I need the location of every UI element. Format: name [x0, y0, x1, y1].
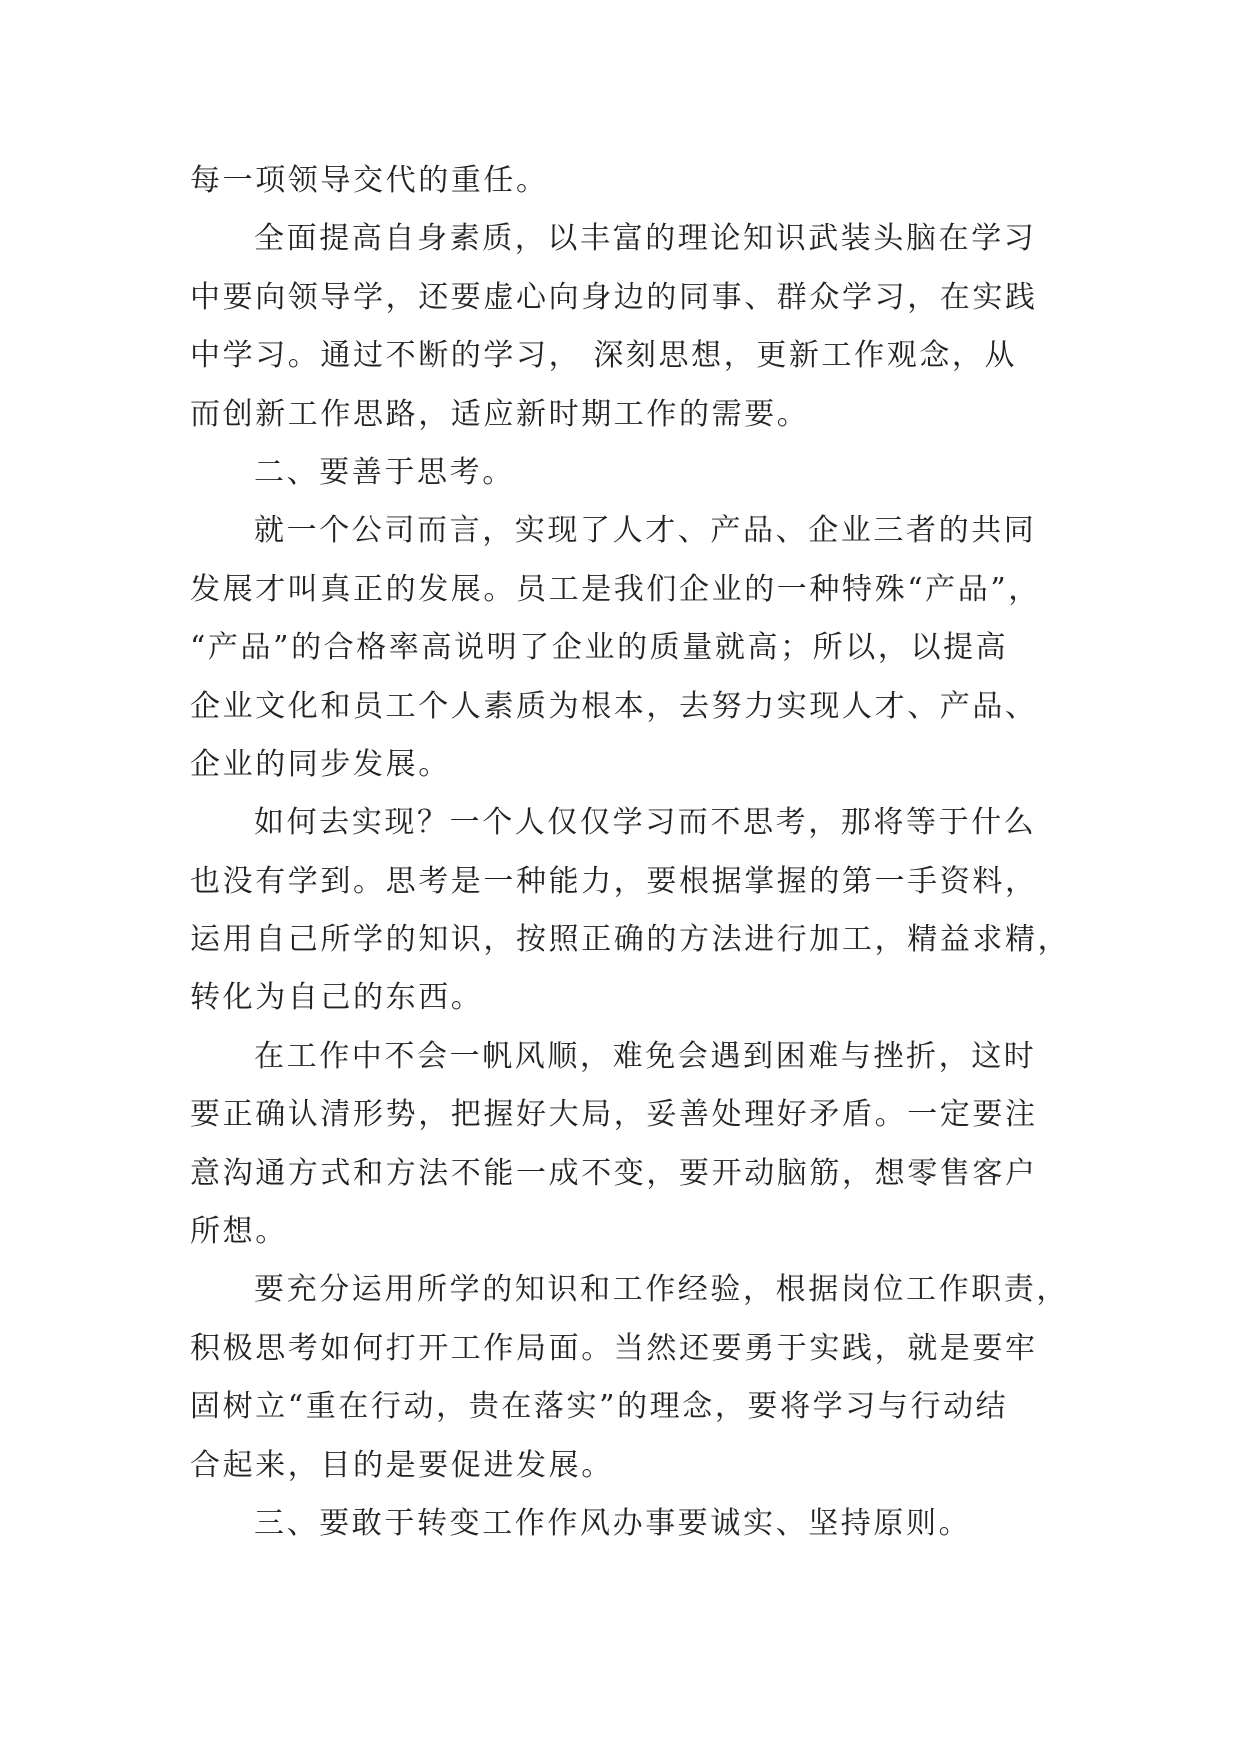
text-line: 运用自己所学的知识，按照正确的方法进行加工，精益求精，: [190, 922, 1071, 958]
text-line: 三、要敢于转变工作作风办事要诚实、坚持原则。: [254, 1505, 972, 1541]
text-line: 意沟通方式和方法不能一成不变，要开动脑筋，想零售客户: [190, 1155, 1038, 1191]
text-line: 中要向领导学，还要虚心向身边的同事、群众学习，在实践: [190, 279, 1038, 315]
text-line: 发展才叫真正的发展。员工是我们企业的一种特殊“产品”，: [190, 571, 1041, 607]
text-line: 而创新工作思路，适应新时期工作的需要。: [190, 396, 810, 432]
text-line: 固树立“重在行动，贵在落实”的理念，要将学习与行动结: [190, 1389, 1009, 1425]
text-line: 转化为自己的东西。: [190, 980, 484, 1016]
text-line: 就一个公司而言，实现了人才、产品、企业三者的共同: [254, 513, 1037, 549]
text-line: 积极思考如何打开工作局面。当然还要勇于实践，就是要牢: [190, 1330, 1038, 1366]
text-line: 要充分运用所学的知识和工作经验，根据岗位工作职责，: [254, 1272, 1069, 1308]
text-line: 中学习。通过不断的学习， 深刻思想，更新工作观念，从: [190, 338, 1018, 374]
text-line: 要正确认清形势，把握好大局，妥善处理好矛盾。一定要注: [190, 1097, 1038, 1133]
document-body: [190, 152, 1090, 1553]
text-line: 每一项领导交代的重任。: [190, 163, 549, 198]
text-line: 所想。: [190, 1214, 288, 1250]
text-line: 合起来，目的是要促进发展。: [190, 1447, 614, 1483]
text-line: 企业的同步发展。: [190, 746, 451, 782]
text-line: 在工作中不会一帆风顺，难免会遇到困难与挫折，这时: [254, 1038, 1037, 1074]
text-line: “产品”的合格率高说明了企业的质量就高；所以，以提高: [190, 630, 1009, 666]
text-line: 如何去实现？一个人仅仅学习而不思考，那将等于什么: [254, 805, 1037, 841]
text-line: 也没有学到。思考是一种能力，要根据掌握的第一手资料，: [190, 863, 1038, 899]
text-line: 全面提高自身素质，以丰富的理论知识武装头脑在学习: [254, 221, 1037, 257]
text-line: 企业文化和员工个人素质为根本，去努力实现人才、产品、: [190, 688, 1038, 724]
text-line: 二、要善于思考。: [254, 454, 515, 490]
